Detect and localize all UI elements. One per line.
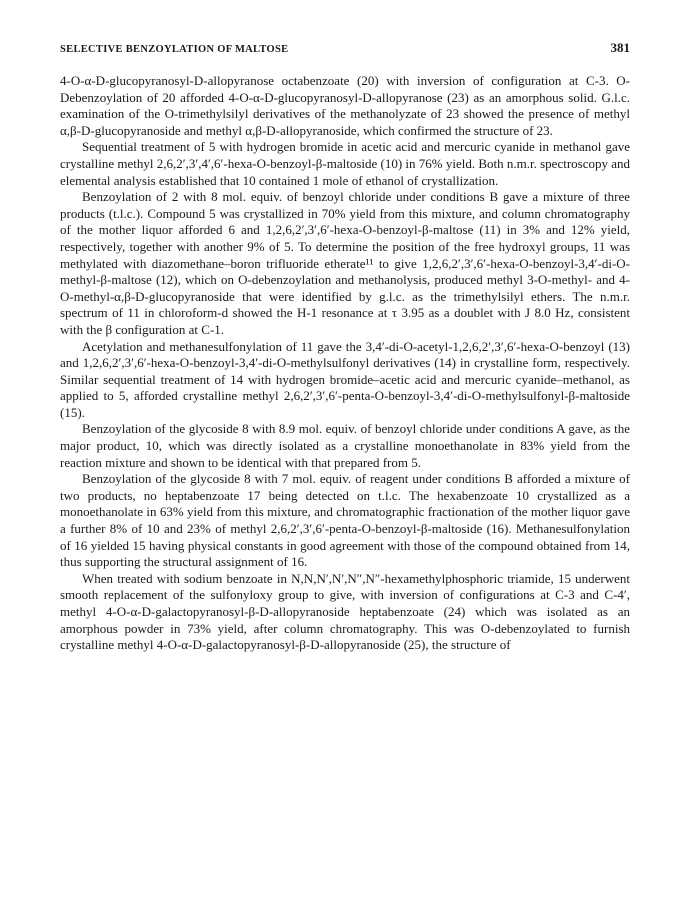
page-header [60,40,630,62]
paragraph: Benzoylation of 2 with 8 mol. equiv. of benzoyl chloride under conditions B gave a mixture of three products (t.l.c.). Compound 5 was crystallized in 70% yield from this mixture, and column chromatography of the mother liquor afforded 6 and 1,2,6,2′,3′,6′-hexa-O-benzoyl-β-maltose (11) in 3% and 12% yield, respectively, together with another 9% of 5. To determine the position of the free hydroxyl groups, 11 was methylated with diazomethane–boron trifluoride etherate¹¹ to give 1,2,6,2′,3′,6′-hexa-O-benzoyl-3,4′-di-O-methyl-β-maltose (12), which on O-debenzoylation and methanolysis, produced methyl 3-O-methyl- and 4-O-methyl-α,β-D-glucopyranoside that were identified by g.l.c. as the trimethylsilyl ethers. The n.m.r. spectrum of 11 in chloroform-d showed the H-1 resonance at τ 3.95 as a doublet with J 8.0 Hz, consistent with the β configuration at C-1. [60,189,630,337]
body-text [60,73,630,654]
paragraph: Sequential treatment of 5 with hydrogen bromide in acetic acid and mercuric cyanide in methanol gave crystalline methyl 2,6,2′,3′,4′,6′-hexa-O-benzoyl-β-maltoside (10) in 76% yield. Both n.m.r. spectroscopy and elemental analysis established that 10 contained 1 mole of ethanol of crystallization. [60,139,631,188]
running-head: SELECTIVE BENZOYLATION OF MALTOSE [60,44,289,55]
paragraph: Benzoylation of the glycoside 8 with 8.9 mol. equiv. of benzoyl chloride under conditions A gave, as the major product, 10, which was directly isolated as a crystalline monoethanolate in 83% yield from the reaction mixture and shown to be identical with that prepared from 5. [60,421,630,470]
paragraph: When treated with sodium benzoate in N,N,N′,N′,N″,N″-hexamethylphosphoric triamide, 15 underwent smooth replacement of the sulfonyloxy group to give, with inversion of configurations at C-3 and C-4′, methyl 4-O-α-D-galactopyranosyl-β-D-allopyranoside heptabenzoate (24) which was isolated as an amorphous powder in 73% yield, after column chromatography. This was O-debenzoylated to furnish crystalline methyl 4-O-α-D-galactopyranosyl-β-D-allopyranoside (25), the structure of [60,570,630,653]
paragraph: Benzoylation of the glycoside 8 with 7 mol. equiv. of reagent under conditions B afforded a mixture of two products, no heptabenzoate 17 being detected on t.l.c. The hexabenzoate 10 crystallized as a monoethanolate in 63% yield from this mixture, and chromatographic fractionation of the mother liquor gave a further 8% of 10 and 23% of methyl 2,6,2′,3′,6′-penta-O-benzoyl-β-maltoside (16). Methanesulfonylation of 16 yielded 15 having physical constants in good agreement with those of the compound obtained from 14, thus supporting the structural assignment of 16. [60,471,630,570]
document-page [60,40,630,654]
page-number: 381 [610,40,630,55]
paragraph: Acetylation and methanesulfonylation of 11 gave the 3,4′-di-O-acetyl-1,2,6,2′,3′,6′-hexa-O-benzoyl (13) and 1,2,6,2′,3′,6′-hexa-O-benzoyl-3,4′-di-O-methylsulfonyl derivatives (14) in crystalline form, respectively. Similar sequential treatment of 14 with hydrogen bromide–acetic acid and mercuric cyanide–methanol, as applied to 5, afforded crystalline methyl 2,6,2′,3′,6′-penta-O-benzoyl-3,4′-di-O-methylsulfonyl-β-maltoside (15). [60,338,630,420]
paragraph: 4-O-α-D-glucopyranosyl-D-allopyranose octabenzoate (20) with inversion of configuration at C-3. O-Debenzoylation of 20 afforded 4-O-α-D-glucopyranosyl-D-allopyranose (23) as an amorphous solid. G.l.c. examination of the O-trimethylsilyl derivatives of the methanolyzate of 23 showed the presence of methyl α,β-D-glucopyranoside and methyl α,β-D-allopyranoside, which confirmed the structure of 23. [60,73,630,138]
